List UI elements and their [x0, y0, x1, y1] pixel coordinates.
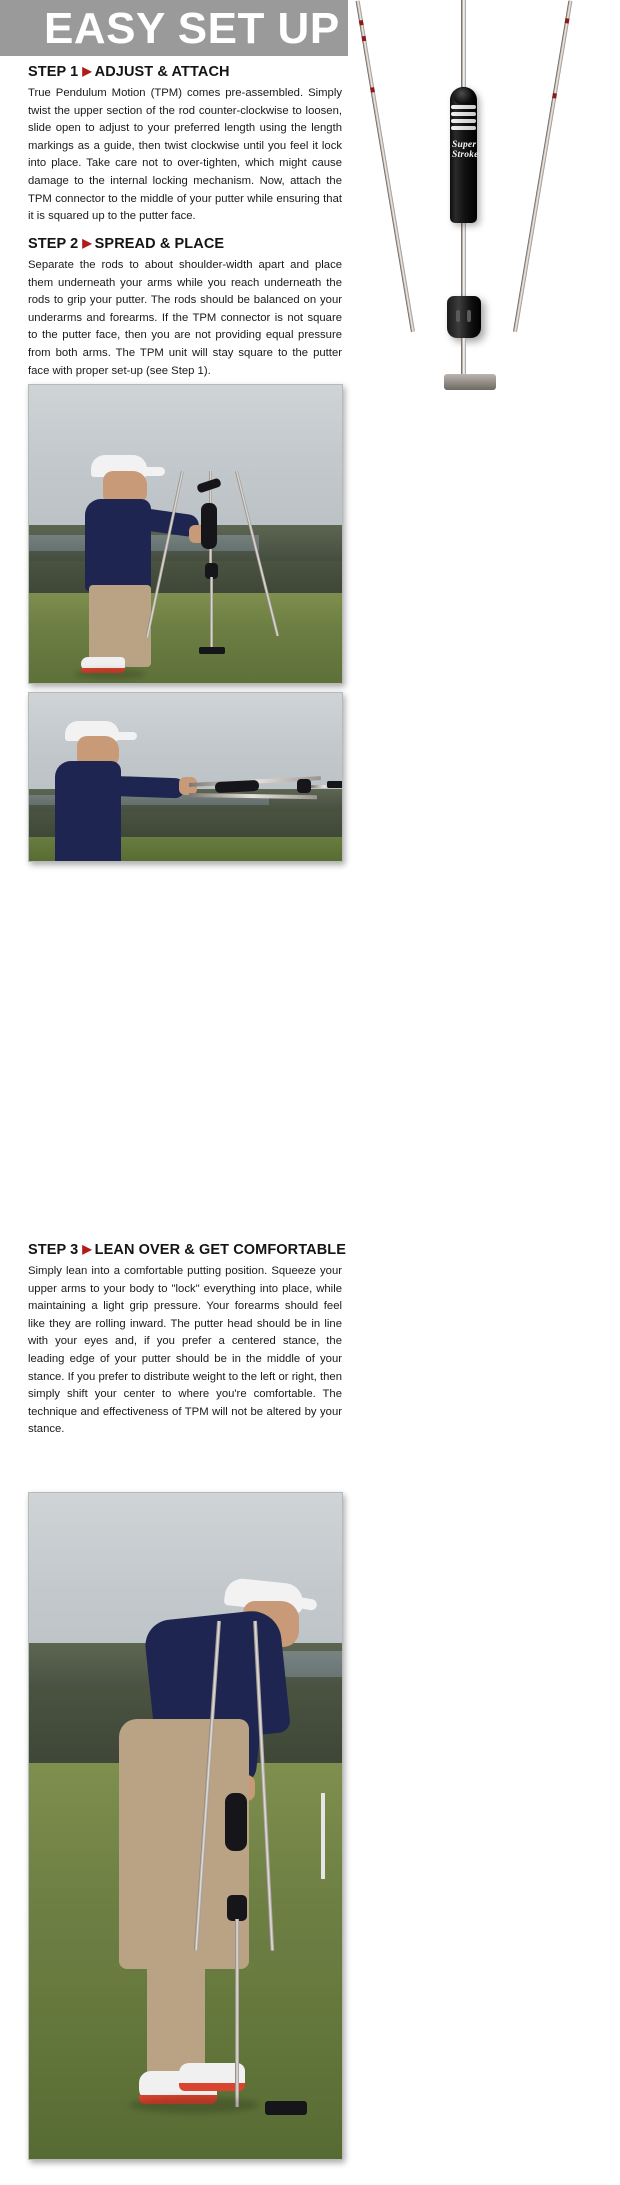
grip-brand-label: Super Stroke	[452, 140, 479, 160]
photo-golfer-standing-setup	[28, 384, 343, 684]
photo-golfer-arms-extended	[28, 692, 343, 862]
step-3-body: Simply lean into a comfortable putting position. Squeeze your upper arms to your body to "lock" everything into place, while maintaining a light grip pressure. Your forearms should feel like they are rolling inward. The putter head should be in line with your eyes and, if you prefer a centered stance, the leading edge of your putter should be in the middle of your stance. If you prefer to distribute weight to the left or right, then simply shift your center to where you're comfortable. The technique and effectiveness of TPM will not be altered by your stance.	[28, 1265, 342, 1436]
grip-cap-icon	[454, 88, 473, 104]
step-2-heading	[28, 236, 342, 252]
step-1-body: True Pendulum Motion (TPM) comes pre-assembled. Simply twist the upper section of the rod counter-clockwise to loosen, slide open to adjust to your preferred length using the length markings as a guide, then twist clockwise until you feel it lock into place. Take care not to over-tighten, which might cause damage to the internal locking mechanism. Now, attach the TPM connector to the middle of your putter while ensuring that it is squared up to the putter face.	[28, 87, 342, 223]
step-arrow-icon: ▶	[82, 1242, 92, 1256]
step-1-heading	[28, 64, 342, 80]
step-1-block	[28, 64, 342, 226]
step-1-title: ADJUST & ATTACH	[94, 64, 230, 80]
photo-golfer-leaning-address	[28, 1492, 343, 2160]
tpm-rod-left-icon	[356, 0, 415, 332]
tpm-putter-product-photo	[348, 0, 620, 392]
putter-head	[444, 374, 496, 390]
step-3-title: LEAN OVER & GET COMFORTABLE	[94, 1242, 347, 1258]
step-3-block	[28, 1242, 347, 1439]
step-2-block	[28, 236, 342, 380]
step-3-number: STEP 3	[28, 1242, 79, 1258]
step-1-number: STEP 1	[28, 64, 79, 80]
tpm-connector	[447, 296, 481, 338]
step-2-body: Separate the rods to about shoulder-width apart and place them underneath your arms while you reach underneath the rods to grip your putter. The rods should be balanced on your underarms and forearms. If the TPM connector is not square to the putter face, then you are not providing equal pressure from both arms. The TPM unit will stay square to the putter face with proper set-up (see Step 1).	[28, 259, 342, 377]
step-arrow-icon: ▶	[82, 236, 92, 250]
tpm-rod-right-icon	[513, 0, 572, 332]
step-2-title: SPREAD & PLACE	[94, 236, 225, 252]
step-2-number: STEP 2	[28, 236, 79, 252]
step-3-heading	[28, 1242, 347, 1258]
page-title: EASY SET UP	[44, 4, 340, 53]
step-arrow-icon: ▶	[82, 64, 92, 78]
